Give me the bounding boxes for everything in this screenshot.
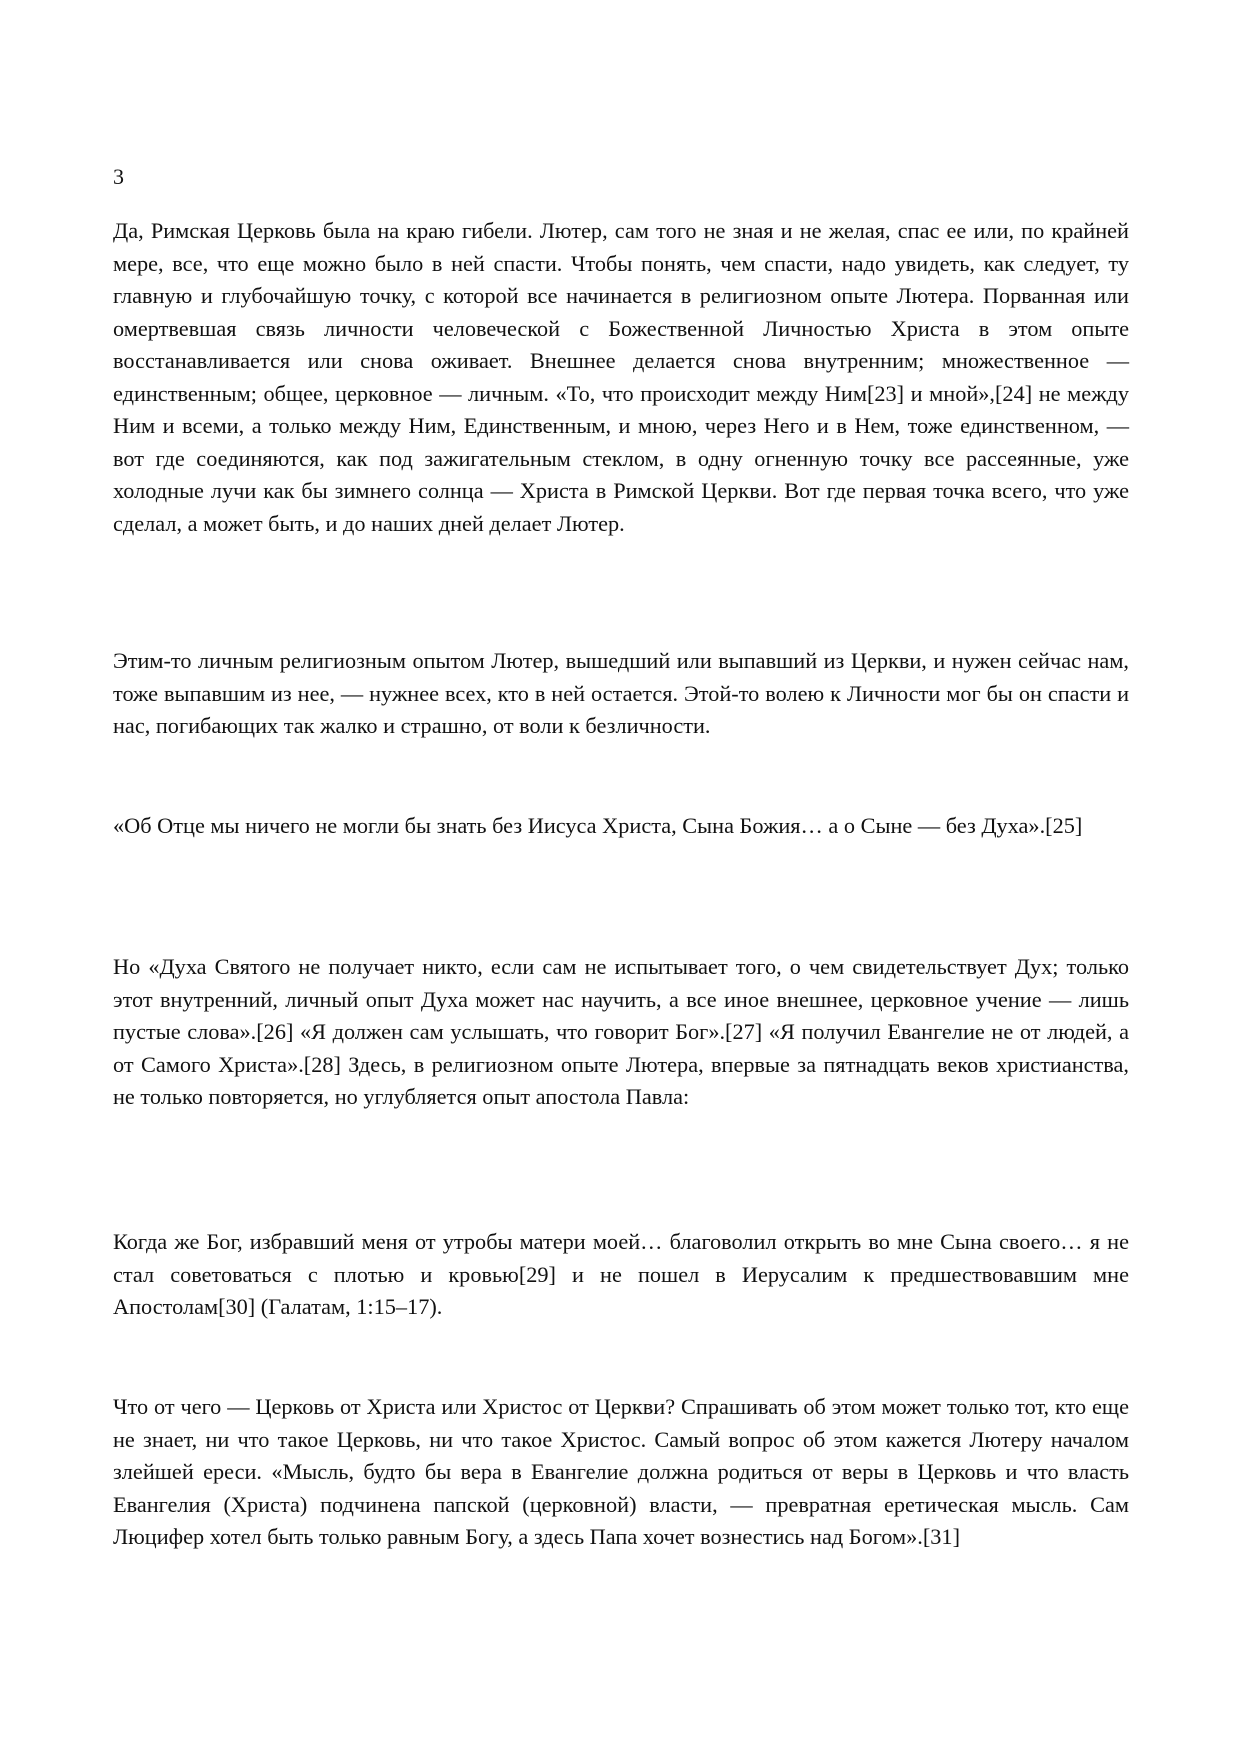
paragraph-personal-experience: Этим-то личным религиозным опытом Лютер, вышедший или выпавший из Церкви, и нужен сейчас нам, тоже выпавшим из нее, — нужнее всех, кто в ней остается. Этой-то волею к Личности мог бы он спасти и нас, погибающих так жалко и страшно, от воли к безличности. xyxy=(113,648,1129,738)
paragraph-father-son-spirit: «Об Отце мы ничего не могли бы знать без Иисуса Христа, Сына Божия… а о Сыне — без Духа».[25] xyxy=(113,813,1083,838)
paragraph-galatians-quote: Когда же Бог, избравший меня от утробы матери моей… благоволил открыть во мне Сына своего… я не стал советоваться с плотью и кровью[29] и не пошел в Иерусалим к предшествовавшим мне Апостолам[30] (Галатам, 1:15–17). xyxy=(113,1229,1129,1319)
document-page xyxy=(113,0,1129,1755)
paragraph-roman-church: Да, Римская Церковь была на краю гибели. Лютер, сам того не зная и не желая, спас ее или, по крайней мере, все, что еще можно было в ней спасти. Чтобы понять, чем спасти, надо увидеть, как следует, ту главную и глубочайшую точку, с которой все начинается в религиозном опыте Лютера. Порванная или омертвевшая связь личности человеческой с Божественной Личностью Христа в этом опыте восстанавливается или снова оживает. Внешнее делается снова внутренним; множественное — единственным; общее, церковное — личным. «То, что происходит между Ним[23] и мной»,[24] не между Ним и всеми, а только между Ним, Единственным, и мною, через Него и в Нем, тоже единственном, — вот где соединяются, как под зажигательным стеклом, в одну огненную точку все рассеянные, уже холодные лучи как бы зимнего солнца — Христа в Римской Церкви. Вот где первая точка всего, что уже сделал, а может быть, и до наших дней делает Лютер. xyxy=(113,218,1129,536)
paragraph-church-or-christ: Что от чего — Церковь от Христа или Христос от Церкви? Спрашивать об этом может только тот, кто еще не знает, ни что такое Церковь, ни что такое Христос. Самый вопрос об этом кажется Лютеру началом злейшей ереси. «Мысль, будто бы вера в Евангелие должна родиться от веры в Церковь и что власть Евангелия (Христа) подчинена папской (церковной) власти, — превратная еретическая мысль. Сам Люцифер хотел быть только равным Богу, а здесь Папа хочет вознестись над Богом».[31] xyxy=(113,1394,1129,1549)
page-number: 3 xyxy=(113,164,124,189)
paragraph-holy-spirit: Но «Духа Святого не получает никто, если сам не испытывает того, о чем свидетельствует Дух; только этот внутренний, личный опыт Духа может нас научить, а все иное внешнее, церковное учение — лишь пустые слова».[26] «Я должен сам услышать, что говорит Бог».[27] «Я получил Евангелие не от людей, а от Самого Христа».[28] Здесь, в религиозном опыте Лютера, впервые за пятнадцать веков христианства, не только повторяется, но углубляется опыт апостола Павла: xyxy=(113,954,1129,1109)
